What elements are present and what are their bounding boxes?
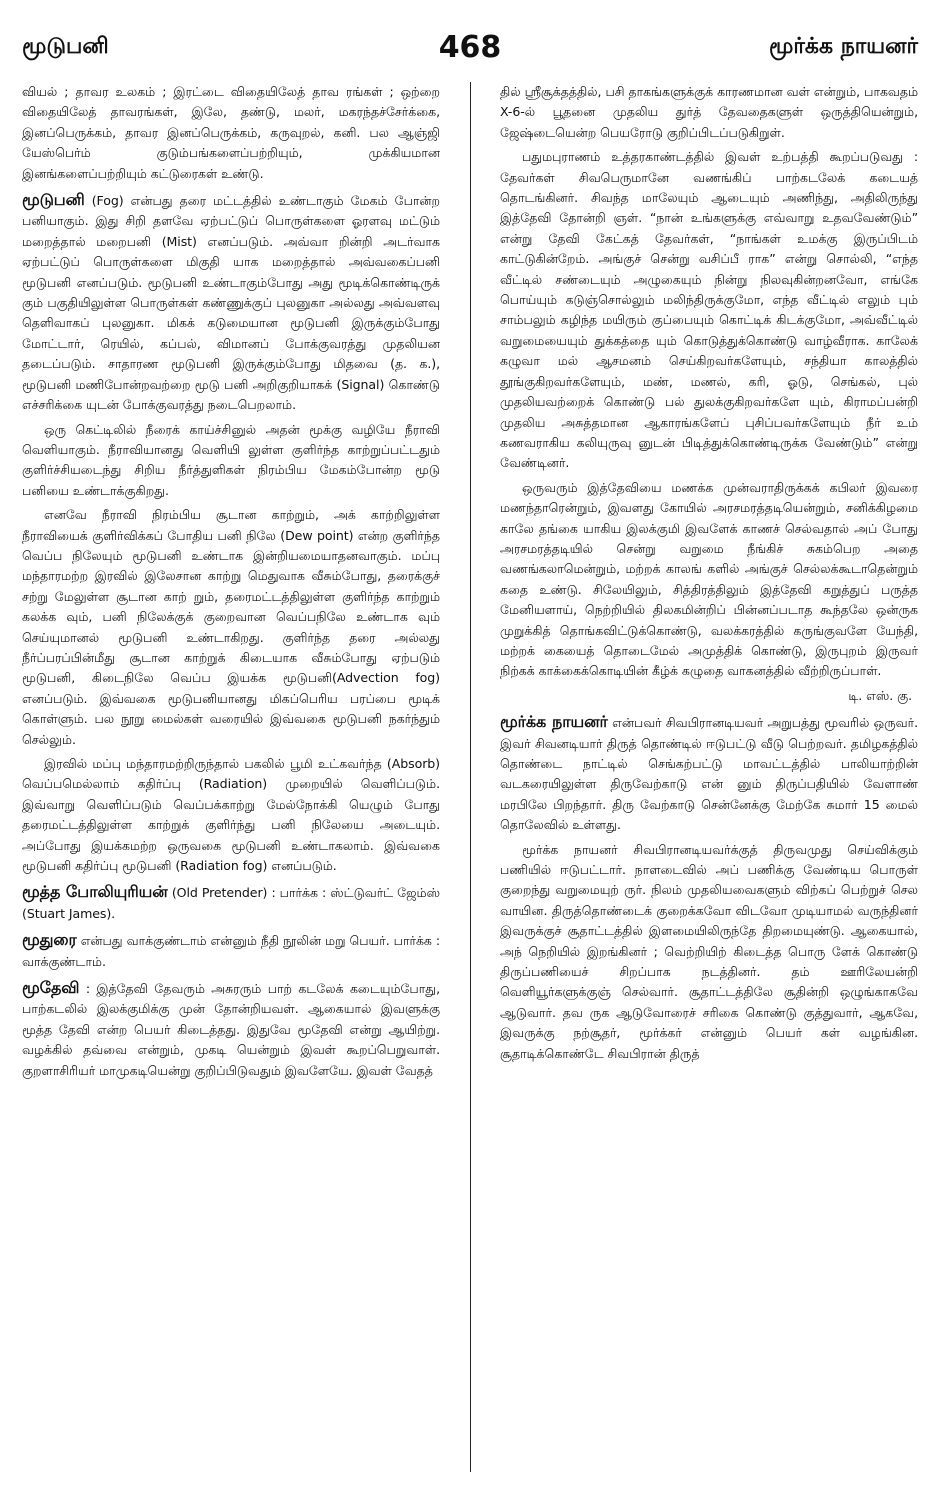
entry-term: மூதுரை — [22, 930, 77, 950]
entry-mudupani — [22, 190, 440, 415]
page-number: 468 — [438, 30, 502, 65]
paragraph: மூர்க்க நாயனர் சிவபிரானடியவர்க்குத் திருவமுது செய்விக்கும் பணியில் ஈடுபட்டார். நாளடைவில் அப் பணிக்கு வேண்டிய பொருள் குறைந்து வறுமையுற் ருர். நிலம் முதலியவைகளும் விற்கப் பெற்றுச் செல வாயின. திருத்தொண்டைக் குறைக்கவோ விடவோ முடியாமல் வருந்தினர் இவருக்குச் சூதாட்டத்தில் இளமையிலிருந்தே திறமையுண்டு. ஆகையால், அந் நெறியில் இறங்கினர் ; வெற்றியிற் கிடைத்த பொரு ளேக் கொண்டு திருப்பணியைச் சிறப்பாக நடத்தினர். தம் ஊரிலேயன்றி வெளியூர்களுக்குஞ் செல்வார். சூதாட்டத்திலே சூதின்றி ஒழுங்காகவே ஆடுவார். தவ ருக ஆடுவோரைச் சரிகை கொண்டு குத்துவார், ஆகவே, இவருக்கு நற்சூதர், மூர்க்கர் என்னும் பெயர் கள் வழங்கின. சூதாடிக்கொண்டே சிவபிரான் திருத் — [500, 841, 918, 1061]
column-divider — [470, 82, 471, 1472]
entry-moodevi — [22, 978, 440, 1081]
page-header — [22, 30, 918, 70]
paragraph: வியல் ; தாவர உலகம் ; இரட்டை விதையிலேத் தாவ ரங்கள் ; ஒற்றை விதையிலேத் தாவரங்கள், இலே, தண்டு, மலர், மகரந்தச்சேர்க்கை, இனப்பெருக்கம், தாவர இனப்பெருக்கம், கருவுறல், கனி. பல ஆஞ்ஜி யேஸ்பெர்ம் குடும்பங்களைப்பற்றியும், முக்கியமான இனங்களைப்பற்றியும் கட்டுரைகள் உண்டு. — [22, 84, 440, 181]
entry-term: மூடுபனி — [22, 190, 85, 210]
right-column — [500, 82, 918, 1068]
paragraph: ஒருவரும் இத்தேவியை மணக்க முன்வராதிருக்கக் கபிலர் இவரை மணந்தாரென்றும், இவளது கோயில் அரசமரத்தடியென்றும், சனிக்கிழமை காலே தங்கை யாகிய இலக்குமி இவளேக் காணச் செல்வதால் அப் போது அரசமரத்தடியில் சென்று வறுமை நீங்கிச் சுகம்பெற அதை வணங்கலாமென்றும், மற்றக் காலங் களில் அங்குச் செல்லக்கூடாதென்றும் கதை உண்டு. சிலேயிலும், சித்திரத்திலும் இத்தேவி கறுத்துப் பருத்த மேனியளாய், நெற்றியில் திலகமின்றிப் பின்னப்படாத கூந்தலே ஒன்ருக முறுக்கித் தொங்கவிட்டுக்கொண்டு, வலக்கரத்தில் கருங்குவளே யேந்தி, மற்றக் கையைத் தொடைமேல் அமுத்திக் கொண்டு, இருபுறம் இருவர் நிற்கக் காக்கைக்கொடியின் கீழ்க் கழுதை வாகனத்தில் வீற்றிருப்பாள். — [500, 479, 918, 679]
entry-term: மூத்த போலியுரியன் — [22, 882, 168, 902]
entry-body: (Old Pretender) : பார்க்க : ஸ்ட்டுவர்ட் ஜேம்ஸ் (Stuart James). — [22, 885, 440, 921]
left-column — [22, 82, 440, 1085]
paragraph: எனவே நீராவி நிரம்பிய சூடான காற்றும், அக் காற்றிலுள்ள நீராவியைக் குளிர்விக்கப் போதிய பனி நிலே (Dew point) என்ற குளிர்ந்த வெப்ப நிலேயும் மூடுபனி உண்டாக இன்றியமையாதனவாகும். மப்பு மந்தாரமற்ற இரவில் இலேசான காற்று மெதுவாக வீசும்போது, தரைக்குச் சற்று மேலுள்ள சூடான காற் றும், தரைமட்டத்திலுள்ள குளிர்ந்த காற்றும் கலக்க வும், பனி நிலேக்குக் குறைவான வெப்பநிலே உண்டாக வும் செய்யுமானல் மூடுபனி உண்டாகிறது. குளிர்ந்த தரை அல்லது நீர்ப்பரப்பின்மீது சூடான காற்றுக் கிடையாக வீசும்போது ஏற்படும் மூடுபனி, கிடைநிலே வெப்ப இயக்க மூடுபனி(Advection fog) எனப்படும். இவ்வகை மூடுபனியானது மிகப்பெரிய பரப்பை மூடிக் கொள்ளும். பல நூறு மைல்கள் வரையில் இவ்வகை மூடுபனி நகர்ந்தும் செல்லும். — [22, 507, 440, 747]
entry-body: என்பது வாக்குண்டாம் என்னும் நீதி நூலின் மறு பெயர். பார்க்க : வாக்குண்டாம். — [22, 933, 440, 969]
running-head-right: மூர்க்க நாயனர் — [769, 34, 918, 59]
entry-term: மூர்க்க நாயனர் — [500, 712, 608, 732]
paragraph: பதுமபுராணம் உத்தரகாண்டத்தில் இவள் உற்பத்தி கூறப்படுவது : தேவர்கள் சிவபெருமானே வணங்கிப் பாற்கடலேக் கடையத் தொடங்கினர். சிவந்த மாலேயும் ஆடையும் அணிந்து, அதிலிருந்து இத்தேவி தோன்றி ஞள். “நான் உங்களுக்கு எவ்வாறு உதவவேண்டும்” என்று தேவி கேட்கத் தேவர்கள், “நாங்கள் உமக்கு இருப்பிடம் காட்டுகின்றேம். அங்குச் சென்று வசிப்பீ ராக” என்று சொல்லி, “எந்த வீட்டில் சண்டையும் அழுகையும் நின்று நிலவுகின்றனவோ, எங்கே பொய்யும் கடுஞ்சொல்லும் மலிந்திருக்குமோ, எந்த வீட்டில் எலும் பும் சாம்பலும் கழிந்த மயிரும் குப்பையும் கொட்டிக் கிடக்குமோ, அவ்வீட்டில் வறுமையையும் துக்கத்தை யும் கொடுத்துக்கொண்டு வாழ்வீராக. காலேக் கழுவா மல் ஆசமனம் செய்கிறவர்களேயும், சந்தியா காலத்தில் தூங்குகிறவர்களேயும், மண், மணல், கரி, ஓடு, செங்கல், புல் முதலியவற்றைக் கொண்டு பல் துலக்குகிறவர்களே யும், கிராமப்பன்றி முதலிய அசுத்தமான ஆகாரங்களேப் புசிப்பவர்களேயும் நீர் உம் கணவராகிய கலியுருவு னுடன் பிடித்துக்கொண்டிருக்க வேண்டும்” என்று வேண்டினர். — [500, 149, 918, 471]
running-head-left: மூடுபனி — [22, 34, 109, 59]
entry-muthurai — [22, 930, 440, 972]
entry-body: என்பவர் சிவபிரானடியவர் அறுபத்து மூவரில் ஒருவர். இவர் சிவனடியார் திருத் தொண்டில் ஈடுபட்டு வீடு பெற்றவர். தமிழகத்தில் தொண்டை நாட்டில் செங்கற்பட்டு மாவட்டத்தில் பாலியாற்றின் வடகரையிலுள்ள திருவேற்காடு என் னும் திருப்பதியில் வேளாண் மரபிலே பிறந்தார். திரு வேற்காடு சென்னேக்கு மேற்கே சுமார் 15 மைல் தொலேவில் உள்ளது. — [500, 715, 918, 833]
entry-old-pretender — [22, 882, 440, 924]
entry-body: : இத்தேவி தேவரும் அசுரரும் பாற் கடலேக் கடையும்போது, பாற்கடலில் இலக்குமிக்கு முன் தோன்றியவள். ஆகையால் இவளுக்கு மூத்த தேவி என்ற பெயர் கிடைத்தது. இதுவே மூதேவி என்று ஆயிற்று. வழக்கில் தவ்வை என்றும், முகடி யென்றும் இவள் கூறப்பெறுவாள். குறளாசிரியர் மாமுகடியென்று குறிப்பிடுவதும் இவளேயே. இவள் வேதத் — [22, 981, 440, 1078]
paragraph: இரவில் மப்பு மந்தாரமற்றிருந்தால் பகலில் பூமி உட்கவர்ந்த (Absorb) வெப்பமெல்லாம் கதிர்ப்பு (Radiation) முறையில் வெளிப்படும். இவ்வாறு வெளிப்படும் வெப்பக்காற்று மேல்நோக்கி யெழும் போது தரைமட்டத்திலுள்ள காற்றுக் குளிர்ந்து பனி நிலேயை அடையும். அப்போது இயக்கமற்ற ஒருவகை மூடுபனி உண்டாகலாம். இவ்வகை மூடுபனி கதிர்ப்பு மூடுபனி (Radiation fog) எனப்படும். — [22, 756, 440, 874]
author-signature: டி. எஸ். கு. — [848, 687, 912, 703]
paragraph: தில் ஸ்ரீசூக்தத்தில், பசி தாகங்களுக்குக் காரணமான வள் என்றும், பாகவதம் X-6-ல் பூதனை முதலிய துர்த் தேவதைகளுள் ஒருத்தியென்றும், ஜேஷ்டையென்ற பெயரோடு குறிப்பிடப்படுகிறுள். — [500, 84, 918, 140]
entry-term: மூதேவி — [22, 978, 80, 998]
paragraph: ஒரு கெட்டிலில் நீரைக் காய்ச்சினுல் அதன் மூக்கு வழியே நீராவி வெளியாகும். நீராவியானது வெளியி லுள்ள குளிர்ந்த காற்றுப்பட்டதும் குளிர்ச்சியடைந்து சிறிய நீர்த்துளிகள் நிரம்பிய மேகம்போன்ற மூடு பனியை உண்டாக்குகிறது. — [22, 421, 440, 498]
entry-body: (Fog) என்பது தரை மட்டத்தில் உண்டாகும் மேகம் போன்ற பனியாகும். இது சிறி தளவே ஏற்பட்டுப் பொருள்களை ஓரளவு மட்டும் மறைத்தால் மறைபனி (Mist) எனப்படும். அவ்வா றின்றி அடர்வாக ஏற்பட்டுப் பொருள்களை மிகுதி யாக மறைத்தால் அவ்வகைப்பனி மூடுபனி எனப்படும். மூடுபனி உண்டாகும்போது அது மூடிக்கொண்டிருக் கும் பகுதியிலுள்ள பொருள்கள் கண்ணுக்குப் புலனுகா அல்லது அவ்வளவு தெளிவாகப் புலனுகா. மிகக் கடுமையான மூடுபனி இருக்கும்போது மோட்டார், ரெயில், கப்பல், விமானப் போக்குவரத்து முதலியன தடைப்படும். சாதாரண மூடுபனி இருக்கும்போது மிதவை (த. க.), மூடுபனி மணிபோன்றவற்றை மூடு பனி அறிகுறியாகக் (Signal) கொண்டு எச்சரிக்கை யுடன் போக்குவரத்து நடைபெறலாம். — [22, 193, 440, 413]
entry-moorkka-nayanar — [500, 712, 918, 835]
